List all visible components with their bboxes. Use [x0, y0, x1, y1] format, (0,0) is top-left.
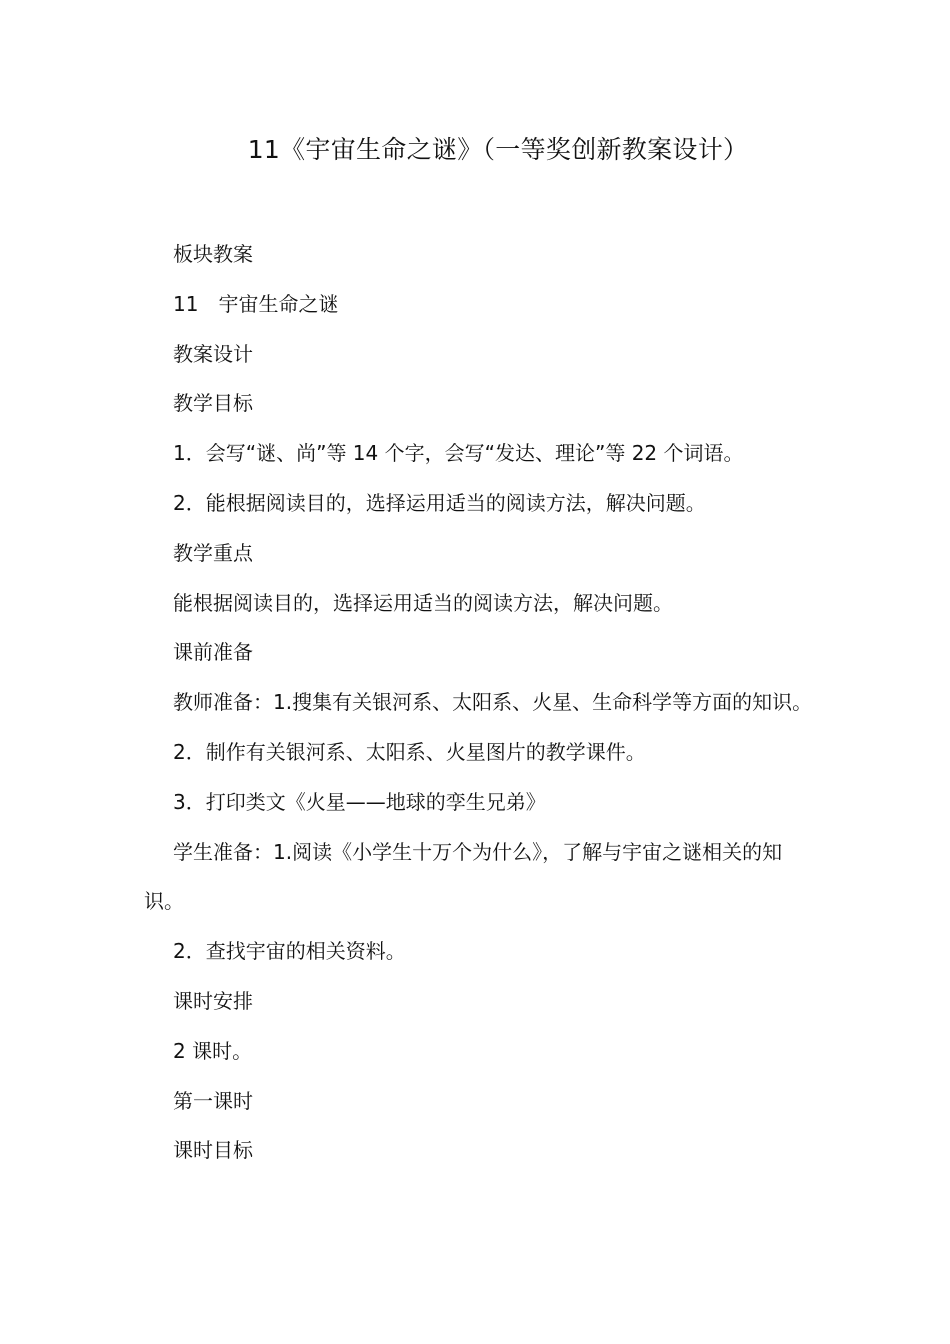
paragraph: 教学目标: [173, 391, 253, 416]
paragraph: 第一课时: [173, 1088, 253, 1113]
paragraph: 教案设计: [173, 341, 253, 366]
paragraph: 2．制作有关银河系、太阳系、火星图片的教学课件。: [173, 739, 646, 764]
document-body: [144, 230, 816, 1176]
paragraph: 能根据阅读目的，选择运用适当的阅读方法，解决问题。: [173, 590, 673, 615]
paragraph: 教师准备：1.搜集有关银河系、太阳系、火星、生命科学等方面的知识。: [173, 690, 813, 715]
paragraph: 课时目标: [173, 1138, 253, 1163]
paragraph: 教学重点: [173, 540, 253, 565]
paragraph: 课时安排: [173, 988, 253, 1013]
paragraph: 板块教案: [173, 242, 253, 266]
paragraph: 1．会写“谜、尚”等 14 个字，会写“发达、理论”等 22 个词语。: [173, 441, 744, 466]
paragraph: 课前准备: [173, 640, 253, 665]
paragraph: 学生准备：1.阅读《小学生十万个为什么》，了解与宇宙之谜相关的知识。: [144, 839, 783, 914]
document-title: 11《宇宙生命之谜》（一等奖创新教案设计）: [247, 135, 749, 164]
paragraph: 11 宇宙生命之谜: [173, 291, 339, 316]
paragraph: 2．查找宇宙的相关资料。: [173, 939, 406, 964]
paragraph: 3．打印类文《火星——地球的孪生兄弟》: [173, 789, 546, 814]
paragraph: 2 课时。: [173, 1038, 253, 1063]
paragraph: 2．能根据阅读目的，选择运用适当的阅读方法，解决问题。: [173, 490, 706, 515]
